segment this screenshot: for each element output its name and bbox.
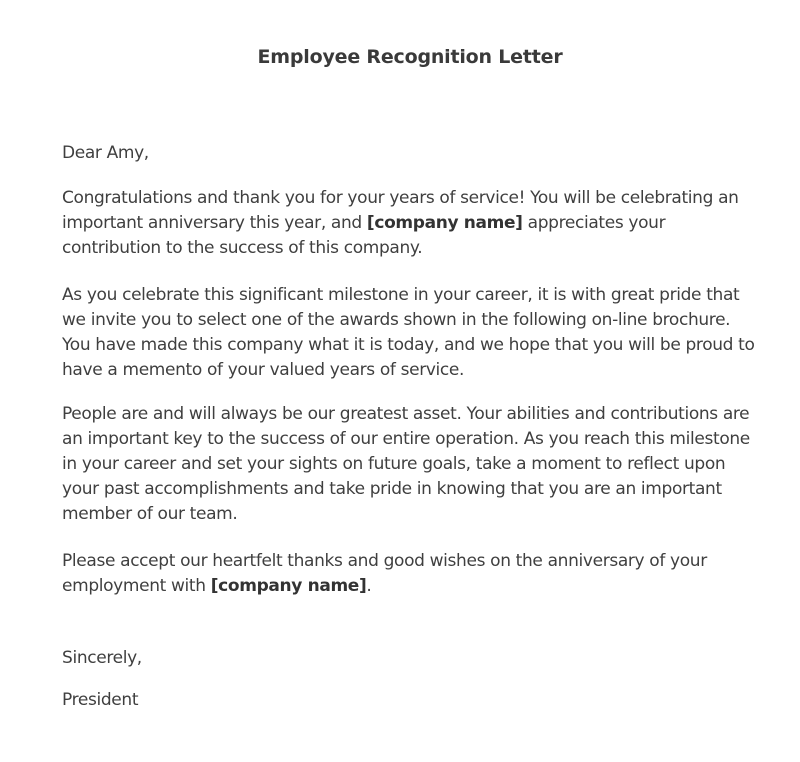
paragraph-text: Please accept our heartfelt thanks and good wishes on the anniversary of your employment with [62, 551, 707, 596]
paragraph-text: . [366, 576, 372, 596]
paragraph-thanks [62, 549, 762, 599]
signer-title: President [62, 690, 139, 710]
paragraph-congratulations [62, 186, 762, 261]
paragraph-milestone: As you celebrate this significant milestone in your career, it is with great pride that we invite you to select one of the awards shown in the following on-line brochure. You have made this company what it is today, and we hope that you will be proud to have a memento of your valued years of service. [62, 285, 755, 380]
company-name-placeholder: [company name] [366, 213, 523, 233]
salutation: Dear Amy, [62, 143, 149, 163]
company-name-placeholder: [company name] [210, 576, 367, 596]
paragraph-text: Congratulations and thank you for your years of service! You will be celebrating an important anniversary this year, and [62, 188, 739, 233]
paragraph-text: appreciates your contribution to the success of this company. [62, 213, 666, 258]
letter-title: Employee Recognition Letter [257, 46, 563, 68]
closing: Sincerely, [62, 648, 142, 668]
paragraph-greatest-asset: People are and will always be our greatest asset. Your abilities and contributions are an important key to the success of our entire operation. As you reach this milestone in your career and set your sights on future goals, take a moment to reflect upon your past accomplishments and take pride in knowing that you are an important member of our team. [62, 404, 750, 524]
